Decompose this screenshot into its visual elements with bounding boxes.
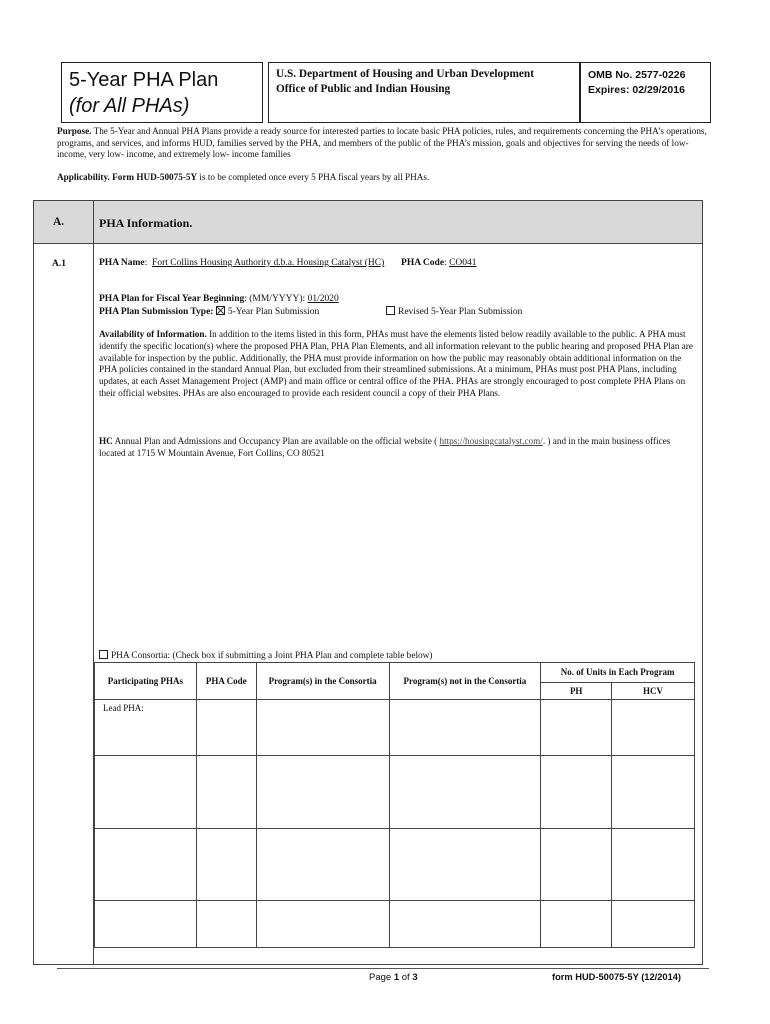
table-cell[interactable] (196, 756, 256, 829)
col-participating-phas: Participating PHAs (95, 663, 197, 700)
table-cell[interactable] (541, 829, 612, 901)
applicability-label: Applicability. (57, 172, 110, 182)
table-cell[interactable] (541, 700, 612, 756)
table-row (95, 700, 695, 756)
table-cell[interactable] (196, 901, 256, 948)
table-row (95, 756, 695, 829)
purpose-paragraph (57, 126, 709, 161)
hc-text-after: . ) and in the main business offices located at 1715 W Mountain Avenue, Fort Collins, CO 80521 (99, 436, 671, 458)
table-cell[interactable] (541, 756, 612, 829)
footer-rule (57, 968, 709, 969)
availability-label: Availability of Information. (99, 329, 207, 339)
pha-name-value[interactable]: Fort Collins Housing Authority d.b.a. Housing Catalyst (HC) (152, 258, 385, 268)
section-a-title: PHA Information. (99, 216, 193, 230)
plan-title-line2: (for All PHAs) (69, 95, 190, 117)
plan-title-line1: 5-Year PHA Plan (69, 69, 219, 91)
col-ph: PH (541, 683, 612, 700)
table-cell[interactable] (612, 756, 695, 829)
table-cell[interactable] (256, 700, 389, 756)
hc-text-before: Annual Plan and Admissions and Occupancy Plan are available on the official website ( (114, 436, 438, 446)
a1-number: A.1 (52, 259, 66, 269)
table-cell[interactable] (95, 756, 197, 829)
availability-text: In addition to the items listed in this form, PHAs must have the elements listed below readily available to the public. A PHA must identify the specific location(s) where the proposed PHA Plan, PHA Plan Elements, and all information relevant to the public hearing and proposed PHA Plan are available for inspection by the public. Additionally, the PHA must provide information on how the public may reasonably obtain additional information on the PHA policies contained in the standard Annual Plan, but excluded from their streamlined submissions. At a minimum, PHAs must post PHA Plans, including updates, at each Asset Management Project (AMP) and main office or central office of the PHA. PHAs are strongly encouraged to post complete PHA Plans on their official websites. PHAs are also encouraged to provide each resident council a copy of their PHA Plans. (99, 329, 693, 398)
fiscal-year-row: PHA Plan for Fiscal Year Beginning: (MM/YYYY): 01/2020 (99, 294, 339, 304)
table-row (95, 829, 695, 901)
five-year-option-label: 5-Year Plan Submission (227, 307, 320, 317)
omb-number: OMB No. 2577-0226 (588, 69, 686, 81)
table-cell[interactable] (612, 901, 695, 948)
fiscal-year-value[interactable]: 01/2020 (307, 294, 339, 304)
purpose-label: Purpose. (57, 126, 92, 136)
table-header-row (95, 663, 695, 683)
page-of: of (399, 972, 413, 983)
pha-name-row: PHA Name: Fort Collins Housing Authority d.b.a. Housing Catalyst (HC) PHA Code: CO041 (99, 258, 477, 268)
pha-name-label: PHA Name (99, 258, 145, 268)
revised-option-label: Revised 5-Year Plan Submission (398, 307, 523, 317)
pha-code-value[interactable]: CO041 (449, 258, 477, 268)
table-cell[interactable] (541, 901, 612, 948)
page-number (369, 972, 418, 983)
submission-type-label: PHA Plan Submission Type: (99, 307, 214, 317)
hc-label: HC (99, 436, 113, 446)
hc-website-link[interactable]: https://housingcatalyst.com/ (439, 436, 543, 446)
table-cell[interactable] (256, 756, 389, 829)
col-units: No. of Units in Each Program (541, 663, 695, 683)
applicability-form-ref: Form HUD-50075-5Y (112, 172, 198, 182)
col-hcv: HCV (612, 683, 695, 700)
table-row (95, 901, 695, 948)
table-cell[interactable] (389, 901, 541, 948)
omb-expires: Expires: 02/29/2016 (588, 84, 685, 96)
lead-pha-cell[interactable]: Lead PHA: (95, 700, 197, 756)
page-total: 3 (412, 972, 418, 983)
table-cell[interactable] (95, 829, 197, 901)
dept-line2: Office of Public and Indian Housing (276, 83, 451, 95)
table-cell[interactable] (389, 829, 541, 901)
five-year-checkbox[interactable] (216, 306, 225, 315)
page-current: 1 (393, 972, 400, 983)
consortia-row (99, 650, 432, 661)
table-cell[interactable] (256, 829, 389, 901)
hc-paragraph (99, 436, 695, 460)
page-prefix: Page (369, 972, 394, 983)
consortia-checkbox[interactable] (99, 650, 108, 659)
submission-type-row (99, 306, 319, 317)
applicability-paragraph (57, 172, 709, 184)
fiscal-year-format: (MM/YYYY): (249, 294, 306, 304)
revised-option-row (386, 306, 522, 317)
pha-code-label: PHA Code (401, 258, 445, 268)
applicability-text: is to be completed once every 5 PHA fiscal years by all PHAs. (197, 172, 430, 182)
form-id: form HUD-50075-5Y (12/2014) (552, 972, 682, 982)
table-cell[interactable] (389, 700, 541, 756)
table-cell[interactable] (256, 901, 389, 948)
fiscal-year-label: PHA Plan for Fiscal Year Beginning (99, 294, 245, 304)
revised-checkbox[interactable] (386, 306, 395, 315)
consortia-table (94, 662, 695, 948)
table-cell[interactable] (612, 700, 695, 756)
section-a-letter: A. (53, 216, 65, 228)
dept-line1: U.S. Department of Housing and Urban Development (276, 68, 534, 80)
purpose-text: The 5-Year and Annual PHA Plans provide a ready source for interested parties to locate basic PHA policies, rules, and requirements concerning the PHA’s operations, programs, and services, and informs HUD, families served by the PHA, and members of the public of the PHA’s mission, goals and objectives for serving the needs of low- income, very low- income, and extremely low- income families (57, 126, 707, 159)
col-programs-in: Program(s) in the Consortia (256, 663, 389, 700)
table-cell[interactable] (95, 901, 197, 948)
availability-paragraph (99, 329, 695, 400)
consortia-label: PHA Consortia: (Check box if submitting a Joint PHA Plan and complete table below) (111, 651, 433, 661)
table-cell[interactable] (389, 756, 541, 829)
col-programs-not-in: Program(s) not in the Consortia (389, 663, 541, 700)
col-pha-code: PHA Code (196, 663, 256, 700)
table-cell[interactable] (196, 829, 256, 901)
table-cell[interactable] (196, 700, 256, 756)
table-cell[interactable] (612, 829, 695, 901)
